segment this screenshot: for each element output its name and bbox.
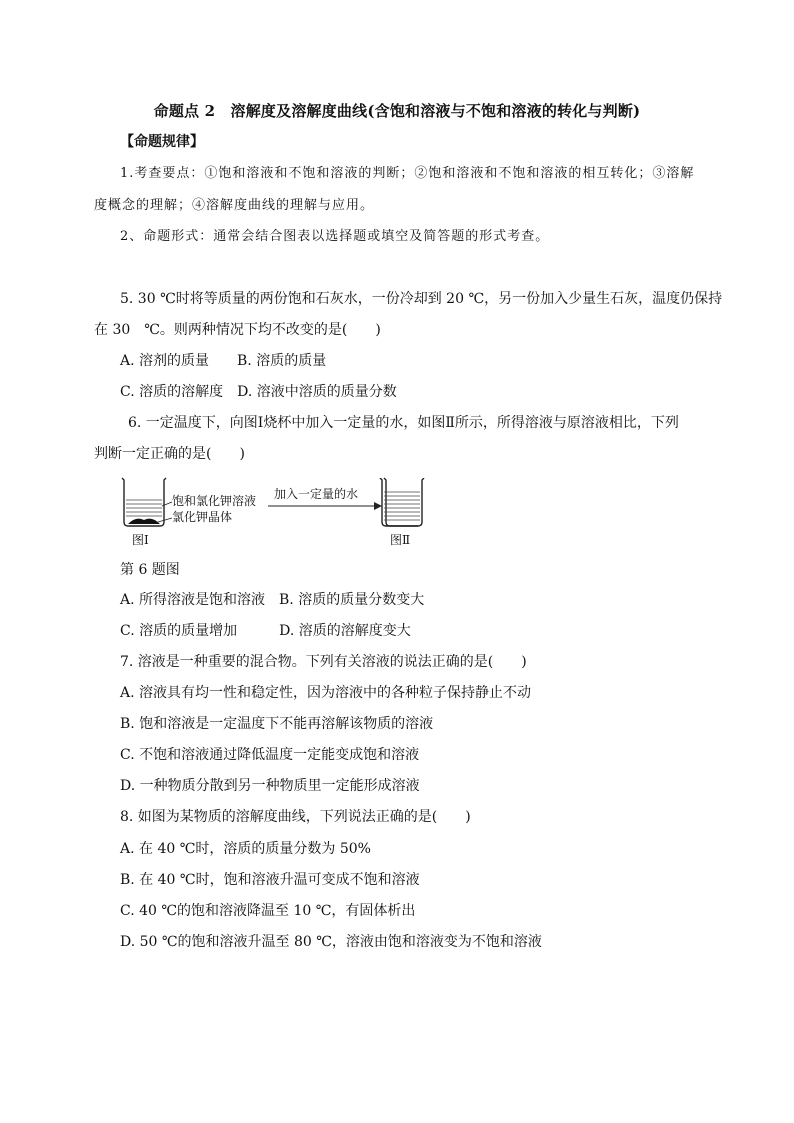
section-title: 命题点 2 溶解度及溶解度曲线(含饱和溶液与不饱和溶液的转化与判断) — [153, 102, 641, 120]
q8-option-a: A. 在 40 ℃时，溶质的质量分数为 50% — [120, 841, 371, 857]
q7-option-c: C. 不饱和溶液通过降低温度一定能变成饱和溶液 — [120, 747, 420, 763]
fig1-caption: 图Ⅰ — [132, 533, 149, 547]
rule-1-line2: 度概念的理解；④溶解度曲线的理解与应用。 — [94, 198, 375, 213]
q6-options-ab: A. 所得溶液是饱和溶液 B. 溶质的质量分数变大 — [120, 592, 425, 608]
rule-2: 2、命题形式：通常会结合图表以选择题或填空及简答题的形式考查。 — [120, 229, 550, 244]
q8-option-d: D. 50 ℃的饱和溶液升温至 80 ℃，溶液由饱和溶液变为不饱和溶液 — [120, 934, 542, 950]
q7-stem: 7. 溶液是一种重要的混合物。下列有关溶液的说法正确的是( ) — [120, 654, 527, 670]
rule-heading: 【命题规律】 — [120, 134, 204, 150]
q7-option-a: A. 溶液具有均一性和稳定性，因为溶液中的各种粒子保持静止不动 — [120, 685, 532, 701]
crystal-deposit — [128, 519, 160, 524]
q8-option-b: B. 在 40 ℃时，饱和溶液升温可变成不饱和溶液 — [120, 872, 420, 888]
q6-options-cd: C. 溶质的质量增加 D. 溶质的溶解度变大 — [120, 623, 411, 639]
fig2-caption: 图Ⅱ — [390, 533, 411, 547]
beaker-1 — [122, 478, 166, 526]
label-crystal: 氯化钾晶体 — [172, 510, 233, 524]
q5-options-cd: C. 溶质的溶解度 D. 溶液中溶质的质量分数 — [120, 384, 397, 400]
q6-figure-caption: 第 6 题图 — [120, 562, 180, 578]
rule-1-line1: 1.考查要点：①饱和溶液和不饱和溶液的判断；②饱和溶液和不饱和溶液的相互转化；③溶解 — [120, 166, 695, 181]
q6-figure — [118, 472, 418, 550]
q7-option-b: B. 饱和溶液是一定温度下不能再溶解该物质的溶液 — [120, 716, 434, 732]
arrow-label: 加入一定量的水 — [274, 487, 359, 501]
q5-stem-line1: 5. 30 ℃时将等质量的两份饱和石灰水，一份冷却到 20 ℃，另一份加入少量生石灰，温度仍保持 — [120, 291, 723, 307]
q8-option-c: C. 40 ℃的饱和溶液降温至 10 ℃，有固体析出 — [120, 903, 416, 919]
q6-stem-line2: 判断一定正确的是( ) — [94, 446, 245, 462]
beaker-2-wrap — [378, 478, 428, 548]
q5-stem-line2: 在 30 ℃。则两种情况下均不改变的是( ) — [94, 322, 381, 338]
q6-stem-line1: 6. 一定温度下，向图Ⅰ烧杯中加入一定量的水，如图Ⅱ所示，所得溶液与原溶液相比，下列 — [128, 415, 679, 431]
q8-stem: 8. 如图为某物质的溶解度曲线，下列说法正确的是( ) — [120, 809, 471, 825]
label-saturated-solution: 饱和氯化钾溶液 — [172, 494, 257, 508]
q5-options-ab: A. 溶剂的质量 B. 溶质的质量 — [120, 353, 327, 369]
q7-option-d: D. 一种物质分散到另一种物质里一定能形成溶液 — [120, 778, 420, 794]
